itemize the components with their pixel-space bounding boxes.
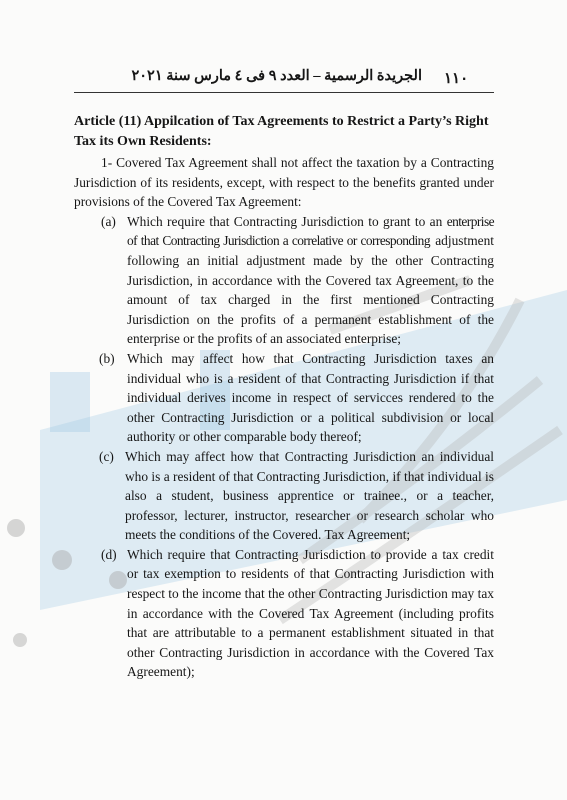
item-text: Which may affect how that Contracting Jurisdiction an individual who is a resident of that Contracting Jurisdiction, if that individual is also a student, business apprentice or trainee., or a teacher, professor, lecturer, instructor, researcher or research scholar who meets the conditions of the Covered. Tax Agreement; [125,448,494,543]
item-text-line2: enterprise of that Contracting Jurisdiction a correlative or corresponding [127,213,494,249]
article-body [74,112,494,682]
item-label: (b) [99,350,115,366]
page-number: ١١٠ [444,71,469,87]
item-text-line1: Which require that Contracting Jurisdiction to grant to an [127,213,443,229]
item-label: (c) [99,448,114,464]
item-text: Which may affect how that Contracting Jurisdiction taxes an individual who is a resident of that Contracting Jurisdiction if that individual derives income in respect of servicces rendered to the other Contracting Jurisdiction or a political subdivision or local authority or other comparable body thereof; [127,350,494,445]
gazette-title: الجريدة الرسمية – العدد ٩ فى ٤ مارس سنة ٢٠٢١ [131,68,422,84]
item-label: (d) [101,546,117,562]
list-item-a [74,212,494,349]
item-label: (a) [101,213,116,229]
header-rule [74,92,494,93]
item-text-line3: adjustment following an initial adjustment made by the other Contracting Jurisdiction, in accordance with the Covered tax Agreement, to the amount of tax charged in the first mentioned Contracting Jurisdiction on the profits of a permanent establishment of the enterprise or the profits of an associated enterprise; [127,233,494,347]
item-text: Which require that Contracting Jurisdiction to provide a tax credit or tax exemption to residents of that Contracting Jurisdiction with respect to the income that the other Contracting Jurisdiction may tax in accordance with the Covered Tax Agreement (including profits that are attributable to a permanent establishment situated in that other Contracting Jurisdiction in accordance with the Covered Tax Agreement); [127,546,494,680]
list-item-b [74,349,494,447]
list-item-d [74,545,494,682]
paragraph-1: 1- Covered Tax Agreement shall not affect the taxation by a Contracting Jurisdiction of its residents, except, with respect to the benefits granted under provisions of the Covered Tax Agreement: [74,155,494,210]
list-item-c [74,447,494,545]
article-heading: Article (11) Appilcation of Tax Agreements to Restrict a Party’s Right Tax its Own Residents: [74,114,489,149]
